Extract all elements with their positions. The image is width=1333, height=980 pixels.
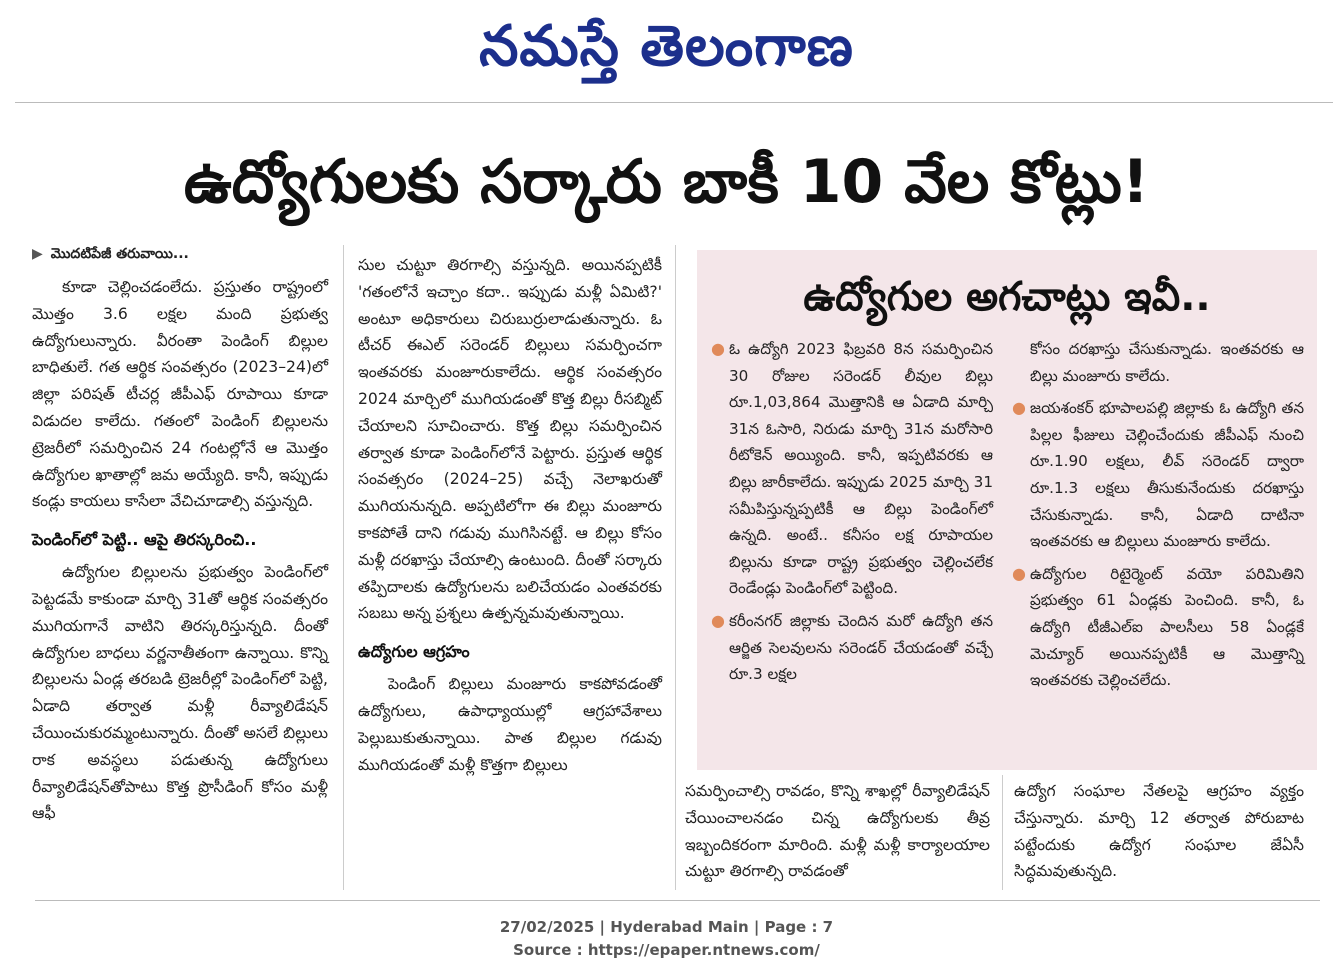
bullet-item: ● ఉద్యోగుల రిటైర్మెంట్ వయో పరిమితిని ప్రభుత్వం 61 ఏండ్లకు పెంచింది. కానీ, ఓ ఉద్యోగి టీజీఎల్ఐ పాలసీలు 58 ఏండ్లకే మెచ్యూర్ అయినప్పటికీ ఆ మొత్తాన్ని ఇంతవరకు చెల్లించలేదు. (1014, 561, 1304, 694)
article-paragraph: సమర్పించాల్సి రావడం, కొన్ని శాఖల్లో రీవ్యాలిడేషన్ చేయించాలనడం చిన్న ఉద్యోగులకు తీవ్ర ఇబ్బందికరంగా మారింది. మళ్లీ మళ్లీ కార్యాలయాల చుట్టూ తిరగాల్సి రావడంతో (685, 782, 990, 881)
footer-source: Source : https://epaper.ntnews.com/ (513, 941, 820, 959)
subheading: ఉద్యోగుల ఆగ్రహం (358, 642, 470, 662)
continuation-label: ▶ మొదటిపేజీ తరువాయి... (32, 242, 328, 266)
bullet-item: ● జయశంకర్ భూపాలపల్లి జిల్లాకు ఓ ఉద్యోగి తన పిల్లల ఫీజులు చెల్లించేందుకు జీపీఎఫ్ నుంచి రూ.1.90 లక్షలు, లీవ్ సరెండర్ ద్వారా రూ.1.3 లక్షలు తీసుకునేందుకు దరఖాస్తు చేసుకున్నాడు. కానీ, ఏడాది దాటినా ఇంతవరకు ఆ బిల్లులు మంజూరు కాలేదు. (1014, 395, 1304, 555)
column-divider (343, 245, 344, 890)
bullet-icon: ● (1012, 563, 1026, 583)
article-column-1 (32, 242, 328, 827)
sidebar-box-title: ఉద్యోగుల అగచాట్లు ఇవీ.. (803, 274, 1211, 320)
column-divider (675, 245, 676, 890)
bullet-icon: ● (711, 339, 725, 358)
chevron-right-icon: ▶ (32, 246, 43, 262)
main-headline: ఉద్యోగులకు సర్కారు బాకీ 10 వేల కోట్లు! (183, 147, 1150, 217)
bullet-icon: ● (1012, 398, 1026, 418)
footer-dateline: 27/02/2025 | Hyderabad Main | Page : 7 (499, 918, 834, 936)
bullet-item: ● ఓ ఉద్యోగి 2023 ఫిబ్రవరి 8న సమర్పించిన 30 రోజుల సరెండర్ లీవుల బిల్లు రూ.1,03,864 మొత్తానికి ఆ ఏడాది మార్చి 31న ఓసారి, నిరుడు మార్చి 31న మరోసారి రీటోకెన్ అయ్యింది. కానీ, ఇప్పటివరకు ఆ బిల్లు జారీకాలేదు. ఇప్పుడు 2025 మార్చి 31 సమీపిస్తున్నప్పటికీ ఆ బిల్లు పెండింగ్‌లో ఉన్నది. అంటే.. కనీసం లక్ష రూపాయల బిల్లును కూడా రాష్ట్ర ప్రభుత్వం చెల్లించలేక రెండేండ్లు పెండింగ్‌లో పెట్టింది. (713, 336, 993, 602)
article-paragraph: ఉద్యోగ సంఘాల నేతలపై ఆగ్రహం వ్యక్తం చేస్తున్నారు. మార్చి 12 తర్వాత పోరుబాట పట్టేందుకు ఉద్యోగ సంఘాల జేఏసీ సిద్ధమవుతున్నది. (1014, 782, 1304, 881)
article-column-4 (1014, 778, 1304, 885)
sidebar-box-column-1 (713, 336, 993, 688)
newspaper-masthead: నమస్తే తెలంగాణ (479, 13, 854, 79)
column-divider (1002, 775, 1003, 890)
sidebar-box-column-2 (1014, 336, 1304, 694)
bullet-continuation: కోసం దరఖాస్తు చేసుకున్నాడు. ఇంతవరకు ఆ బిల్లు మంజూరు కాలేదు. (1030, 340, 1304, 385)
article-paragraph: ఉద్యోగుల బిల్లులను ప్రభుత్వం పెండింగ్‌లో పెట్టడమే కాకుండా మార్చి 31తో ఆర్థిక సంవత్సరం ముగియగానే వాటిని తిరస్కరిస్తున్నది. దీంతో ఉద్యోగుల బాధలు వర్ణనాతీతంగా ఉన్నాయి. కొన్ని బిల్లులను ఏండ్ల తరబడి ట్రెజరీల్లో పెండింగ్‌లో పెట్టి, ఏడాది తర్వాత మళ్లీ రీవ్యాలిడేషన్ చేయించుకురమ్మంటున్నారు. దీంతో అసలే బిల్లులు రాక అవస్థలు పడుతున్న ఉద్యోగులు రీవ్యాలిడేషన్‌తోపాటు కొత్త ప్రొసీడింగ్ కోసం మళ్లీ ఆఫీ (32, 563, 328, 823)
article-paragraph: పెండింగ్ బిల్లులు మంజూరు కాకపోవడంతో ఉద్యోగులు, ఉపాధ్యాయుల్లో ఆగ్రహావేశాలు పెల్లుబుకుతున్నాయి. పాత బిల్లుల గడువు ముగియడంతో మళ్లీ కొత్తగా బిల్లులు (358, 675, 662, 774)
subheading: పెండింగ్‌లో పెట్టి.. ఆపై తిరస్కరించి.. (32, 530, 257, 550)
footer-divider (35, 900, 1320, 901)
article-paragraph: కూడా చెల్లించడంలేదు. ప్రస్తుతం రాష్ట్రంలో మొత్తం 3.6 లక్షల మంది ప్రభుత్వ ఉద్యోగులున్నారు. వీరంతా పెండింగ్ బిల్లుల బాధితులే. గత ఆర్థిక సంవత్సరం (2023–24)లో జిల్లా పరిషత్ టీచర్ల జీపీఎఫ్ రూపాయి కూడా విడుదల కాలేదు. గతంలో పెండింగ్ బిల్లులను ట్రెజరీలో సమర్పించిన 24 గంటల్లోనే ఆ మొత్తం ఉద్యోగుల ఖాతాల్లో జమ అయ్యేది. కానీ, ఇప్పుడు కండ్లు కాయలు కాసేలా వేచిచూడాల్సి వస్తున్నది. (32, 278, 328, 511)
article-column-2 (358, 252, 662, 778)
article-column-3 (685, 778, 990, 885)
bullet-item: ● కరీంనగర్ జిల్లాకు చెందిన మరో ఉద్యోగి తన ఆర్జిత సెలవులను సరెండర్ చేయడంతో వచ్చే రూ.3 లక్షల (713, 608, 993, 688)
bullet-icon: ● (711, 610, 725, 630)
masthead-divider (15, 102, 1333, 103)
article-paragraph: సుల చుట్టూ తిరగాల్సి వస్తున్నది. అయినప్పటికీ 'గతంలోనే ఇచ్చాం కదా.. ఇప్పుడు మళ్లీ ఏమిటి?' అంటూ అధికారులు చిరుబుర్రులాడుతున్నారు. ఓ టీచర్ ఈఎల్ సరెండర్ బిల్లులు సమర్పించగా ఇంతవరకు మంజూరుకాలేదు. ఆర్థిక సంవత్సరం 2024 మార్చిలో ముగియడంతో కొత్త బిల్లు రీసబ్మిట్ చేయాలని సూచించారు. కొత్త బిల్లు సమర్పించిన తర్వాత కూడా పెండింగ్‌లోనే పెట్టారు. ప్రస్తుత ఆర్థిక సంవత్సరం (2024–25) వచ్చే నెలాఖరుతో ముగియనున్నది. అప్పటిలోగా ఈ బిల్లు మంజూరు కాకపోతే దాని గడువు ముగిసినట్టే. ఆ బిల్లు కోసం మళ్లీ దరఖాస్తు చేయాల్సి ఉంటుంది. దీంతో సర్కారు తప్పిదాలకు ఉద్యోగులను బలిచేయడం ఎంతవరకు సబబు అన్న ప్రశ్నలు ఉత్పన్నమవుతున్నాయి. (358, 256, 662, 623)
